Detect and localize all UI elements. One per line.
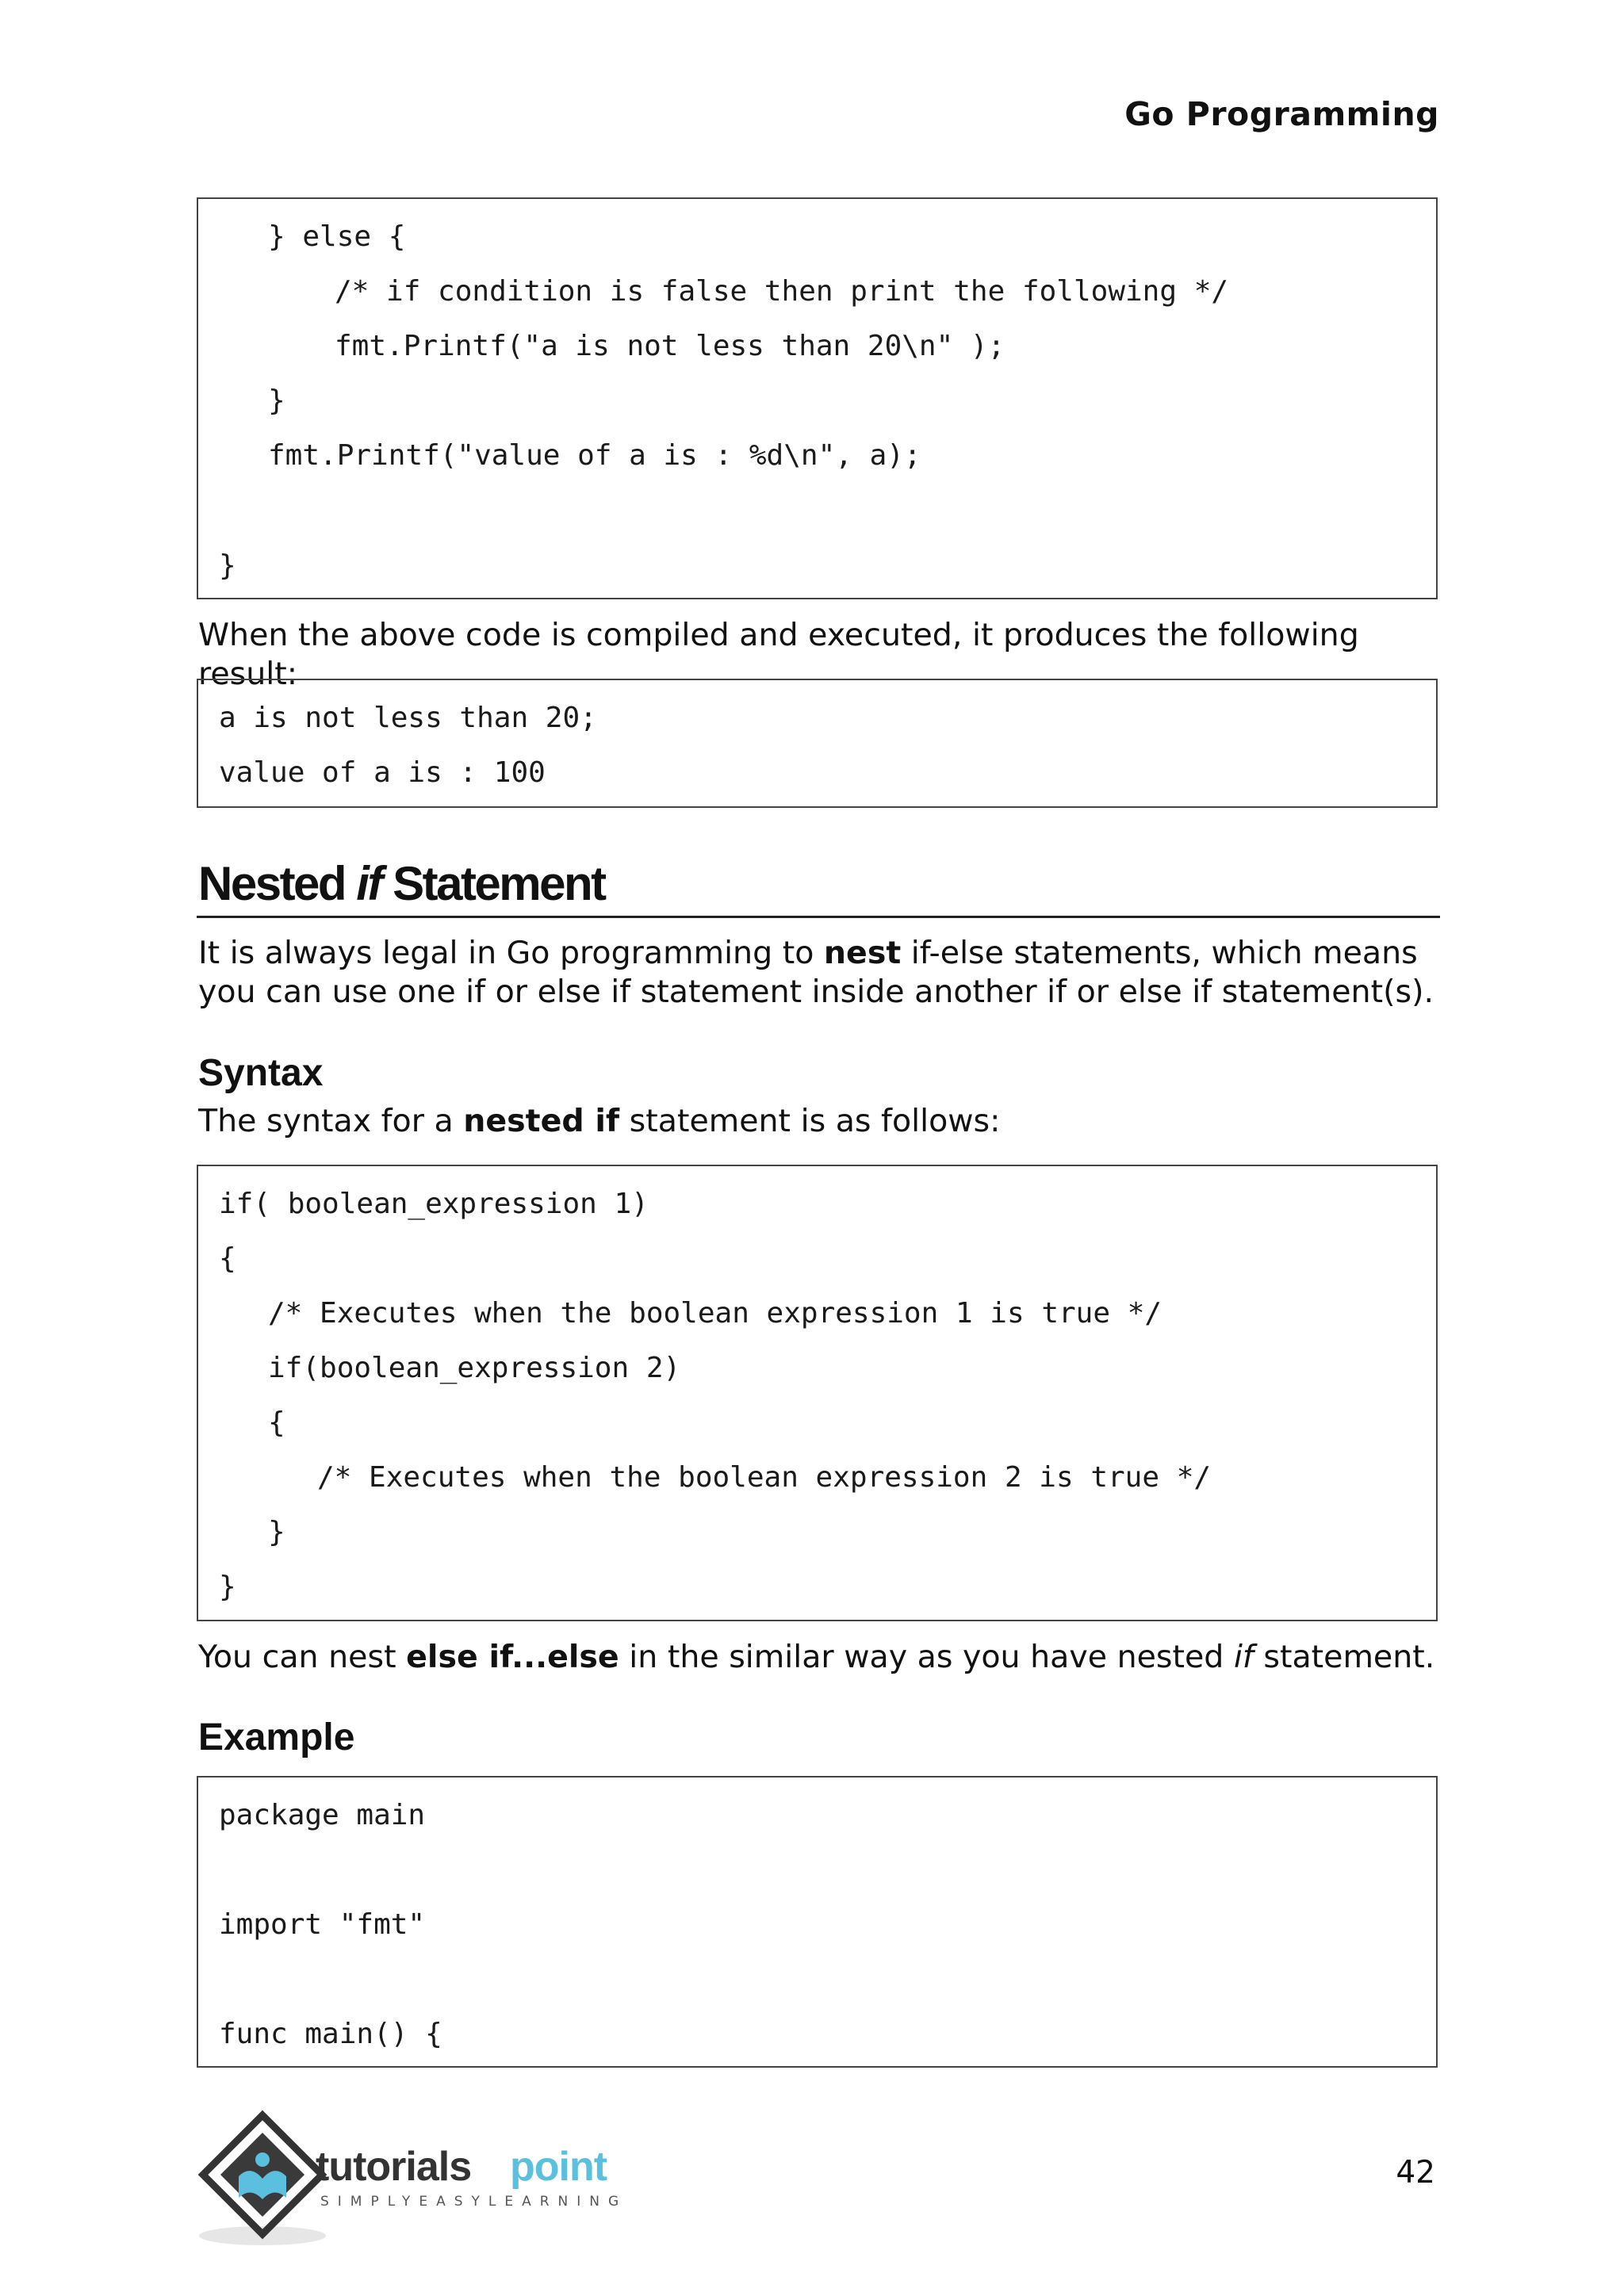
section-intro-text: if-else statements, which means you can use one if or else if statement inside another if or else if statement(s). xyxy=(198,935,1434,1010)
code-line: import "fmt" xyxy=(219,1908,426,1941)
code-line: if( boolean_expression 1) xyxy=(219,1188,649,1220)
page-number: 42 xyxy=(1396,2155,1435,2191)
section-intro xyxy=(198,934,1443,1012)
code-block-example xyxy=(197,1776,1438,2068)
syntax-intro-bold: nested if xyxy=(463,1103,620,1139)
code-line: fmt.Printf("a is not less than 20\n" ); xyxy=(335,330,1005,362)
note-text: You can nest xyxy=(198,1639,407,1675)
example-heading: Example xyxy=(198,1716,355,1758)
section-title-suffix: Statement xyxy=(381,857,605,910)
code-line: if(boolean_expression 2) xyxy=(268,1352,681,1384)
logo-text-point: point xyxy=(510,2144,607,2190)
code-line: { xyxy=(268,1406,285,1439)
syntax-intro-text: The syntax for a xyxy=(198,1103,464,1139)
section-title-prefix: Nested xyxy=(198,857,357,910)
code-line: /* if condition is false then print the following */ xyxy=(335,275,1229,308)
result-intro: When the above code is compiled and executed, it produces the following result: xyxy=(198,617,1359,692)
section-intro-bold: nest xyxy=(823,935,902,971)
code-line: } xyxy=(219,549,236,582)
nest-note xyxy=(198,1638,1443,1677)
section-title xyxy=(198,856,605,911)
code-block-syntax xyxy=(197,1165,1438,1621)
code-line: } else { xyxy=(268,220,406,253)
running-header: Go Programming xyxy=(1124,95,1439,133)
syntax-heading: Syntax xyxy=(198,1052,324,1094)
output-line: value of a is : 100 xyxy=(219,756,546,789)
note-bold: else if...else xyxy=(406,1639,619,1675)
syntax-intro xyxy=(198,1102,1443,1141)
code-line: { xyxy=(219,1242,236,1275)
code-line: /* Executes when the boolean expression 1 is true */ xyxy=(268,1297,1162,1330)
code-block-top xyxy=(197,197,1438,599)
code-line: fmt.Printf("value of a is : %d\n", a); xyxy=(268,439,921,472)
section-title-rule xyxy=(197,916,1440,918)
note-italic: if xyxy=(1233,1639,1254,1675)
code-line: func main() { xyxy=(219,2018,442,2050)
logo-head-icon xyxy=(255,2152,270,2167)
code-line: } xyxy=(268,385,285,417)
output-line: a is not less than 20; xyxy=(219,702,597,734)
code-line: } xyxy=(219,1571,236,1603)
section-intro-text: It is always legal in Go programming to xyxy=(198,935,824,971)
code-block-result xyxy=(197,679,1438,808)
logo-tagline: SIMPLYEASYLEARNING xyxy=(320,2194,628,2210)
note-text: statement. xyxy=(1253,1639,1435,1675)
code-line: /* Executes when the boolean expression 2 is true */ xyxy=(317,1461,1212,1494)
note-text: in the similar way as you have nested xyxy=(619,1639,1234,1675)
logo-text-tutorials: tutorials xyxy=(316,2144,472,2190)
syntax-intro-text: statement is as follows: xyxy=(619,1103,1001,1139)
code-line: } xyxy=(268,1516,285,1548)
tutorialspoint-logo xyxy=(195,2109,639,2260)
code-line: package main xyxy=(219,1799,426,1831)
section-title-italic: if xyxy=(356,857,381,910)
